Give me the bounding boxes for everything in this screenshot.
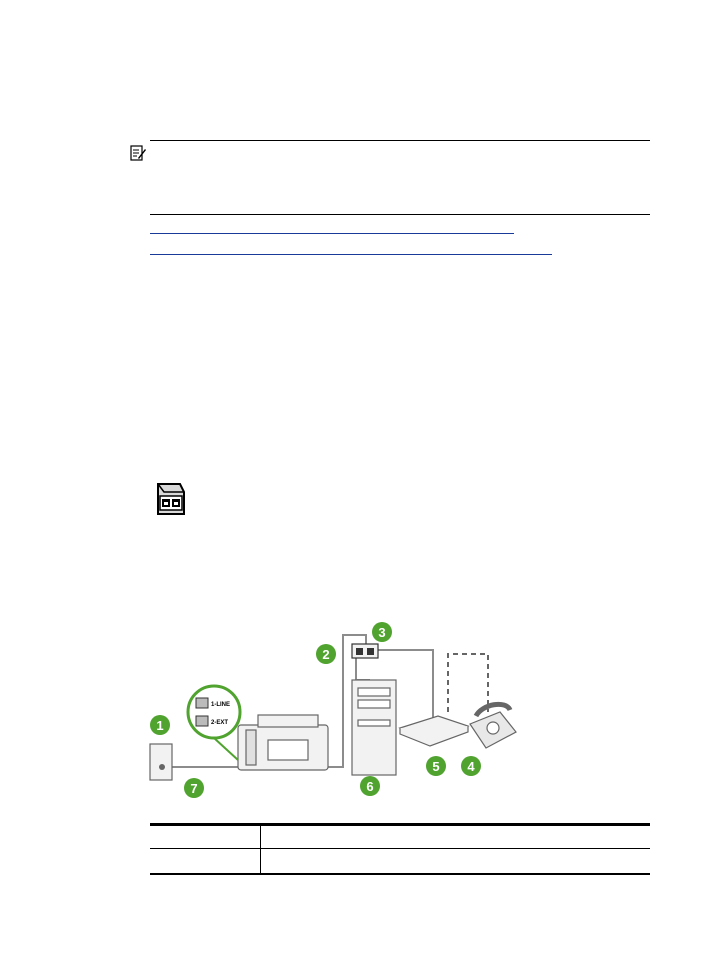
callout-1 (150, 715, 170, 735)
callout-2 (316, 644, 336, 664)
phone-extension-dashed-line (448, 654, 488, 712)
svg-text:5: 5 (432, 759, 440, 774)
svg-text:2: 2 (322, 647, 330, 662)
link-1[interactable] (150, 233, 514, 234)
legend-header-cell-1 (150, 825, 261, 849)
callout-7 (184, 778, 204, 798)
callout-5 (426, 756, 446, 776)
telephone (470, 704, 516, 748)
callout-6 (360, 776, 380, 796)
callout-4 (461, 756, 481, 776)
svg-text:1: 1 (156, 718, 164, 733)
legend-row (150, 849, 650, 875)
note-icon (129, 144, 147, 162)
port-label-2-ext: 2-EXT (211, 720, 229, 726)
port-label-1-line: 1-LINE (211, 702, 231, 708)
svg-text:6: 6 (366, 779, 374, 794)
computer-modem (400, 716, 468, 746)
legend-header-cell-2 (261, 825, 651, 849)
splitter (352, 644, 378, 658)
printer (238, 715, 328, 770)
note-top-rule (150, 140, 650, 141)
svg-text:7: 7 (190, 781, 198, 796)
legend-table (150, 823, 650, 875)
svg-text:3: 3 (378, 625, 386, 640)
svg-text:4: 4 (467, 759, 475, 774)
legend-cell-2 (261, 849, 651, 875)
connection-diagram (138, 620, 660, 800)
link-2[interactable] (150, 254, 552, 255)
callout-3 (372, 622, 392, 642)
note-bottom-rule (150, 214, 650, 215)
port-inset (188, 686, 240, 760)
computer-tower (352, 680, 396, 775)
legend-header-row (150, 825, 650, 849)
wall-jack (150, 744, 172, 780)
parallel-splitter-icon (150, 478, 192, 520)
legend-cell-1 (150, 849, 261, 875)
